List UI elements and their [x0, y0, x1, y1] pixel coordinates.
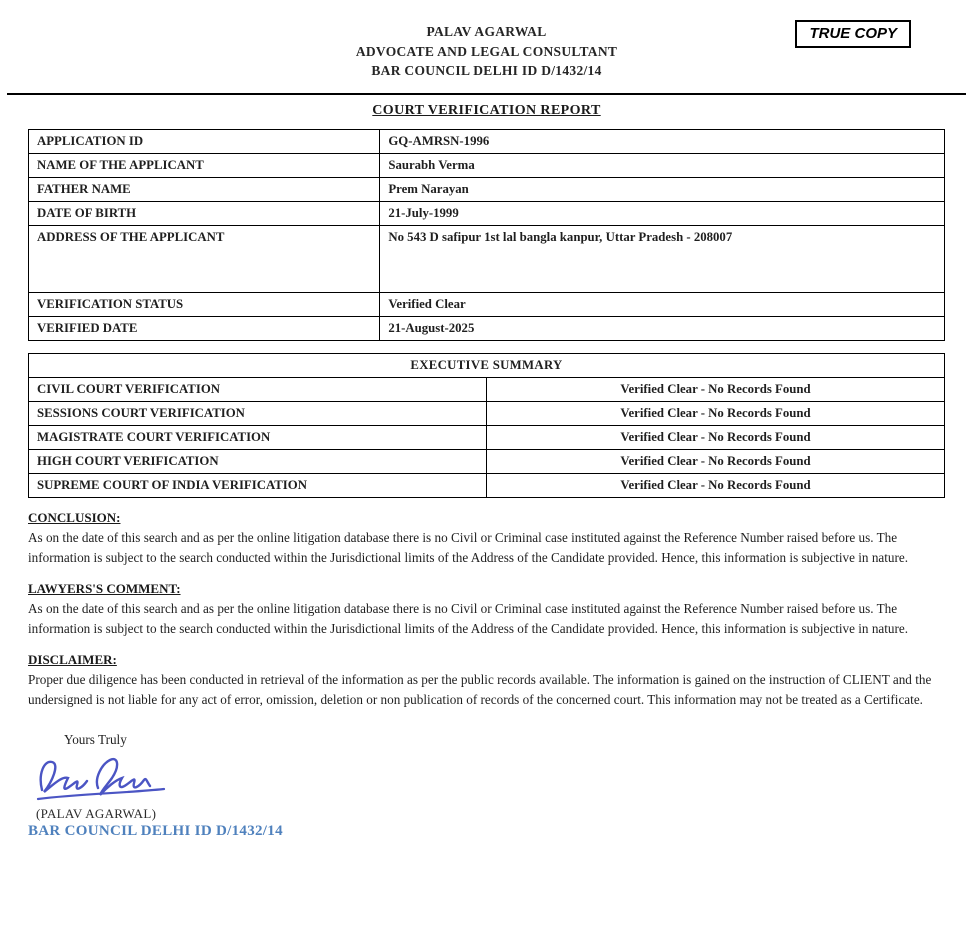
row-label: VERIFICATION STATUS [29, 292, 380, 316]
row-value: Saurabh Verma [380, 153, 945, 177]
letterhead-name: PALAV AGARWAL [426, 24, 547, 39]
row-label: SESSIONS COURT VERIFICATION [29, 401, 487, 425]
row-value: Verified Clear - No Records Found [487, 449, 945, 473]
signatory-name: (PALAV AGARWAL) [36, 806, 157, 822]
table-row [29, 473, 945, 497]
summary-title: EXECUTIVE SUMMARY [29, 353, 945, 377]
table-row [29, 449, 945, 473]
applicant-info-table [28, 129, 945, 341]
closing-line: Yours Truly [64, 732, 127, 748]
conclusion-section [28, 510, 945, 569]
row-value: Verified Clear - No Records Found [487, 473, 945, 497]
signatory-bar-council-id: BAR COUNCIL DELHI ID D/1432/14 [28, 823, 283, 840]
table-row [29, 425, 945, 449]
report-title: COURT VERIFICATION REPORT [372, 102, 601, 118]
row-value: Verified Clear - No Records Found [487, 377, 945, 401]
table-row [29, 316, 945, 340]
row-value: No 543 D safipur 1st lal bangla kanpur, Uttar Pradesh - 208007 [380, 225, 945, 292]
table-row [29, 225, 945, 292]
disclaimer-body: Proper due diligence has been conducted in retrieval of the information as per the public records available. The information is gained on the instruction of CLIENT and the undersigned is not liable for any act of error, omission, deletion or non publication of records of the concerned court. This information may not be treated as a Certificate. [28, 671, 932, 707]
row-label: DATE OF BIRTH [29, 201, 380, 225]
table-row [29, 153, 945, 177]
table-row [29, 177, 945, 201]
table-row [29, 292, 945, 316]
row-value: Verified Clear - No Records Found [487, 401, 945, 425]
disclaimer-section [28, 652, 945, 711]
table-row [29, 201, 945, 225]
true-copy-label: TRUE COPY [809, 25, 897, 42]
true-copy-stamp [795, 20, 911, 48]
row-value: Prem Narayan [380, 177, 945, 201]
row-label: NAME OF THE APPLICANT [29, 153, 380, 177]
conclusion-heading: CONCLUSION: [28, 509, 121, 525]
row-label: VERIFIED DATE [29, 316, 380, 340]
conclusion-body: As on the date of this search and as per the online litigation database there is no Civil or Criminal case instituted against the Reference Number raised before us. The information is subject to the search conducted within the Jurisdictional limits of the Address of the Candidate provided. Hence, this information is subjective in nature. [28, 529, 909, 566]
row-value: Verified Clear [380, 292, 945, 316]
row-label: HIGH COURT VERIFICATION [29, 449, 487, 473]
executive-summary-table [28, 353, 945, 498]
letterhead-designation: ADVOCATE AND LEGAL CONSULTANT [355, 43, 618, 59]
row-label: CIVIL COURT VERIFICATION [29, 377, 487, 401]
row-value: GQ-AMRSN-1996 [380, 129, 945, 153]
row-value: 21-July-1999 [380, 201, 945, 225]
header-divider [7, 93, 966, 95]
letterhead-bar-id: BAR COUNCIL DELHI ID D/1432/14 [371, 63, 602, 79]
table-row [29, 129, 945, 153]
disclaimer-heading: DISCLAIMER: [28, 651, 117, 667]
table-row [29, 401, 945, 425]
row-label: APPLICATION ID [29, 129, 380, 153]
summary-header-row [29, 353, 945, 377]
table-row [29, 377, 945, 401]
lawyers-comment-section [28, 581, 945, 640]
row-label: FATHER NAME [29, 177, 380, 201]
row-value: 21-August-2025 [380, 316, 945, 340]
row-label: SUPREME COURT OF INDIA VERIFICATION [29, 473, 487, 497]
row-label: ADDRESS OF THE APPLICANT [29, 225, 380, 292]
lawyers-comment-body: As on the date of this search and as per the online litigation database there is no Civil or Criminal case instituted against the Reference Number raised before us. The information is subject to the search conducted within the Jurisdictional limits of the Address of the Candidate provided. Hence, this information is subjective in nature. [28, 600, 909, 637]
lawyers-comment-heading: LAWYERS'S COMMENT: [28, 580, 181, 596]
signature-image [32, 752, 182, 804]
row-value: Verified Clear - No Records Found [487, 425, 945, 449]
row-label: MAGISTRATE COURT VERIFICATION [29, 425, 487, 449]
